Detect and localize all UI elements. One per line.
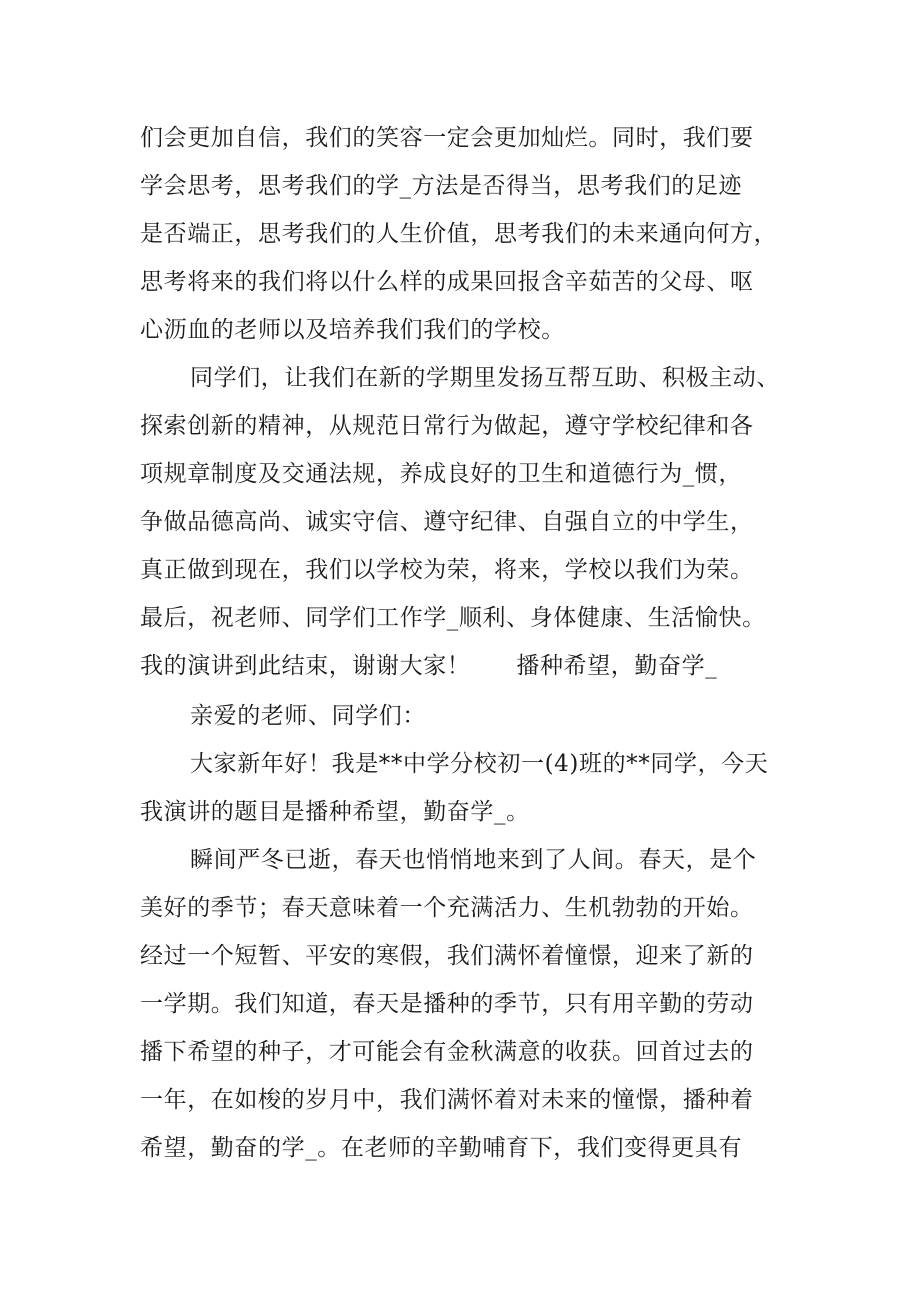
paragraph-line: 经过一个短暂、平安的寒假，我们满怀着憧憬，迎来了新的 bbox=[140, 943, 754, 969]
speech-title: 播种希望，勤奋学_ bbox=[516, 653, 718, 679]
paragraph-line: 播下希望的种子，才可能会有金秋满意的收获。回首过去的 bbox=[140, 1039, 754, 1065]
paragraph-line: 真正做到现在，我们以学校为荣，将来，学校以我们为荣。 bbox=[140, 557, 754, 583]
paragraph-line: 们会更加自信，我们的笑容一定会更加灿烂。同时，我们要 bbox=[140, 125, 754, 151]
paragraph-line: 最后，祝老师、同学们工作学_顺利、身体健康、生活愉快。 bbox=[140, 605, 766, 631]
paragraph-line: 希望，勤奋的学_。在老师的辛勤哺育下，我们变得更具有 bbox=[140, 1135, 743, 1161]
closing-line bbox=[140, 650, 717, 682]
paragraph-line: 争做品德高尚、诚实守信、遵守纪律、自强自立的中学生， bbox=[140, 509, 754, 535]
paragraph-line: 探索创新的精神，从规范日常行为做起，遵守学校纪律和各 bbox=[140, 413, 754, 439]
paragraph-line: 我演讲的题目是播种希望，勤奋学_。 bbox=[140, 799, 530, 825]
paragraph-line: 一年，在如梭的岁月中，我们满怀着对未来的憧憬，播种着 bbox=[140, 1087, 754, 1113]
paragraph-line: 心沥血的老师以及培养我们我们的学校。 bbox=[140, 317, 565, 343]
paragraph-line: 一学期。我们知道，春天是播种的季节，只有用辛勤的劳动 bbox=[140, 991, 754, 1017]
salutation: 亲爱的老师、同学们： bbox=[190, 703, 426, 729]
paragraph-line: 项规章制度及交通法规，养成良好的卫生和道德行为_惯， bbox=[140, 461, 743, 487]
paragraph-line: 思考将来的我们将以什么样的成果回报含辛茹苦的父母、呕 bbox=[140, 269, 754, 295]
closing-text: 我的演讲到此结束，谢谢大家！ bbox=[140, 653, 471, 679]
paragraph-line: 是否端正，思考我们的人生价值，思考我们的未来通向何方， bbox=[140, 221, 778, 247]
paragraph-line: 同学们，让我们在新的学期里发扬互帮互助、积极主动、 bbox=[190, 365, 780, 391]
paragraph-line: 美好的季节；春天意味着一个充满活力、生机勃勃的开始。 bbox=[140, 895, 754, 921]
paragraph-line: 大家新年好！我是**中学分校初一(4)班的**同学，今天 bbox=[190, 751, 769, 777]
paragraph-line: 学会思考，思考我们的学_方法是否得当，思考我们的足迹 bbox=[140, 173, 743, 199]
paragraph-line: 瞬间严冬已逝，春天也悄悄地来到了人间。春天，是个 bbox=[190, 847, 757, 873]
